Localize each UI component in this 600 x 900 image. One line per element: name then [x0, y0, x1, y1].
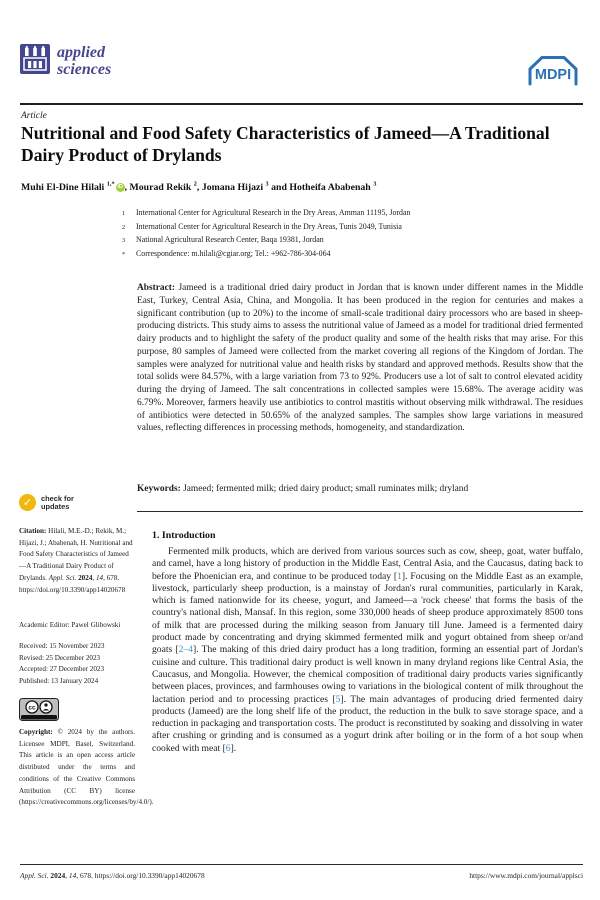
intro-text: Fermented milk products, which are derived from various sources such as cow, sheep, goat, water buffalo, and camel, have a long history of production in the Middle East, Central Asia, and the Caucasus, dating back to before the Phoenician era, and continue to be produced today [	[152, 546, 583, 582]
footer-doi-link[interactable]: , 678. https://doi.org/10.3390/app14020678	[76, 871, 205, 880]
intro-text: ]. The making of this dried dairy product has a long tradition, forming an essential part of Jordan's cuisine and culture. This traditional dairy product is well known in many dryland regions like Central Asia, the Caucasus, and Mongolia. However, the chemical composition of traditional dairy products varies significantly between places, provinces, and farmhouses owing to variations in the biological content of milk throughout the lactation period and to processing practices [	[152, 644, 583, 705]
footer-divider	[20, 864, 583, 865]
academic-editor: Academic Editor: Pawel Glibowski	[19, 621, 121, 629]
intro-text: ]. Focusing on the Middle East as an example, livestock, particularly sheep production, is a mainstay of Jordan's rural communities, particularly in Karak, which is famed nationwide for its cheese, yogurt, and Jameed—a 'rock cheese' that forms the basis of the country's national dish, Mansaf. In this region, some 330,000 heads of sheep produce approximately 8500 tons of milk that are processed during the milking season from January till June. Jameed is a fermented dairy product made by concentrating and drying skimmed fermented milk and yogurt obtained from sheep or/and goats [	[152, 570, 583, 656]
abstract	[137, 282, 583, 435]
correspondence-text: Correspondence: m.hilali@cgiar.org; Tel.: +962-786-304-064	[136, 249, 331, 259]
mdpi-logo-icon[interactable]	[523, 53, 583, 94]
affiliation-row	[122, 236, 584, 245]
cc-by-license-badge[interactable]	[19, 698, 59, 726]
affiliation-row	[122, 223, 584, 232]
citation-doi-link[interactable]: , 678. https://doi.org/10.3390/app14020678	[19, 573, 126, 594]
intro-text: ]. The main advantages of producing dried fermented dairy products (Jameed) are the long shelf life of the product, the reduction in the bulk to save storage space, and a reduction in packaging and transportation costs. The product is reconstituted by soaking and dissolving in water after crushing or grinding and is consumed as a yogurt drink after boiling or in the form of a hot soup when cooked with meat [	[152, 693, 583, 754]
copyright-text: © 2024 by the authors. Licensee MDPI, Basel, Switzerland. This article is an open access article distributed under the terms and conditions of the Creative Commons Attribution (CC BY) license (https://creativecommons.org/licenses/by/4.0/).	[19, 728, 154, 807]
abstract-label: Abstract:	[137, 283, 176, 293]
affiliation-number: *	[122, 251, 126, 259]
citation-label: Citation:	[19, 527, 47, 535]
journal-logo	[20, 44, 111, 79]
affiliation-number: 2	[122, 223, 126, 231]
checkmark-icon: ✓	[19, 494, 36, 511]
reference-link-5[interactable]: 5	[335, 693, 341, 705]
accepted-date: Accepted: 27 December 2023	[19, 665, 105, 674]
reference-link-2-4[interactable]: 2–4	[178, 644, 194, 656]
footer-citation: Appl. Sci. 2024, 14, 678. https://doi.org/10.3390/app14020678	[20, 871, 205, 880]
affiliation-number: 3	[122, 237, 126, 245]
article-type-label: Article	[21, 111, 47, 121]
check-for-updates-badge[interactable]	[19, 494, 74, 511]
by-person-icon	[40, 701, 52, 713]
abstract-text: Jameed is a traditional dried dairy product in Jordan that is known under different names in the Middle East, Turkey, Central Asia, China, and Mongolia. It has been produced in the region for centuries and makes a significant contribution (up to 20%) to the income of small-scale traditional dairy processors who are based in sheep-producing districts. This study aims to assess the nutritional value of Jameed as a model for traditional dried fermented dairy products and to highlight the safety of the product quality and some of the health risks that may arise. For this purpose, 80 samples of Jameed were collected from the market covering all regions of the Kingdom of Jordan. The samples were analyzed for nutritional value and health risks by standard and approved methods. Results show that the total solids were 84.57%, with a large variation from 73 to 92%. Producers use a lot of salt to control elevated acidity during the drying of Jameed. The salt concentrations in collected samples were 15.68%. The average acidity was 6.79%. Moreover, farmers heavily use antibiotics to control mastitis without observing milk withdrawal. The residues of antibiotics were detected in 50.65% of the analyzed samples. The samples show large variations in measured values, reflecting differences in processing methods, homogeneity, and standardization.	[137, 283, 583, 434]
svg-text:cc: cc	[28, 704, 36, 712]
affiliation-text: International Center for Agricultural Research in the Dry Areas, Tunis 2049, Tunisia	[136, 221, 402, 231]
footer-journal-url[interactable]: https://www.mdpi.com/journal/applsci	[469, 871, 583, 880]
copyright-label: Copyright:	[19, 728, 53, 736]
affiliation-text: International Center for Agricultural Research in the Dry Areas, Amman 11195, Jordan	[136, 208, 411, 217]
affiliations	[122, 209, 584, 264]
page-header	[20, 44, 583, 94]
applied-sciences-logo-icon	[20, 44, 50, 79]
correspondence-row	[122, 250, 584, 259]
reference-link-1[interactable]: 1	[397, 570, 402, 582]
section-heading-introduction: 1. Introduction	[152, 530, 216, 541]
affiliation-row	[122, 209, 584, 218]
page-title: Nutritional and Food Safety Characteristics of Jameed—A Traditional Dairy Product of Drylands	[21, 123, 550, 165]
keywords-label: Keywords:	[137, 484, 181, 494]
author: Jomana Hijazi $^3$ and	[201, 181, 290, 194]
affiliation-text: National Agricultural Research Center, Baqa 19381, Jordan	[136, 235, 324, 245]
keywords-divider	[137, 511, 583, 512]
author: Hotheifa Ababenah $^3$	[289, 181, 377, 194]
keywords-text: Jameed; fermented milk; dried dairy product; small ruminates milk; dryland	[180, 484, 469, 494]
mdpi-wordmark: MDPI	[534, 67, 572, 83]
check-for-updates-label: check for updates	[41, 493, 74, 511]
reference-link-6[interactable]: 6	[225, 742, 231, 754]
affiliation-number: 1	[122, 210, 126, 217]
journal-name: applied sciences	[57, 44, 112, 78]
page-footer	[20, 871, 583, 880]
authors-line	[21, 181, 581, 193]
intro-paragraph	[152, 546, 583, 755]
author: Mourad Rekik $^2$,	[129, 181, 202, 194]
article-dates	[19, 641, 141, 688]
intro-text: ].	[230, 742, 237, 754]
received-date: Received: 15 November 2023	[19, 642, 105, 650]
keywords	[137, 484, 583, 494]
orcid-icon[interactable]: iD	[117, 184, 123, 191]
revised-date: Revised: 25 December 2023	[19, 653, 101, 662]
author: Muhi El-Dine Hilali $^{1,*}$ iD ,	[21, 181, 130, 194]
published-date: Published: 13 January 2024	[19, 677, 99, 686]
citation-block: Citation: Hilali, M.E.-D.; Rekik, M.; Hijazi, J.; Ababenah, H. Nutritional and Food Safety Characteristics of Jameed—A Traditional Dairy Product of Drylands. Appl. Sci. 2024, 14, 678. https://doi.org/10.3390/app14020678	[19, 527, 133, 594]
header-divider	[20, 103, 583, 105]
copyright-block	[19, 727, 154, 809]
